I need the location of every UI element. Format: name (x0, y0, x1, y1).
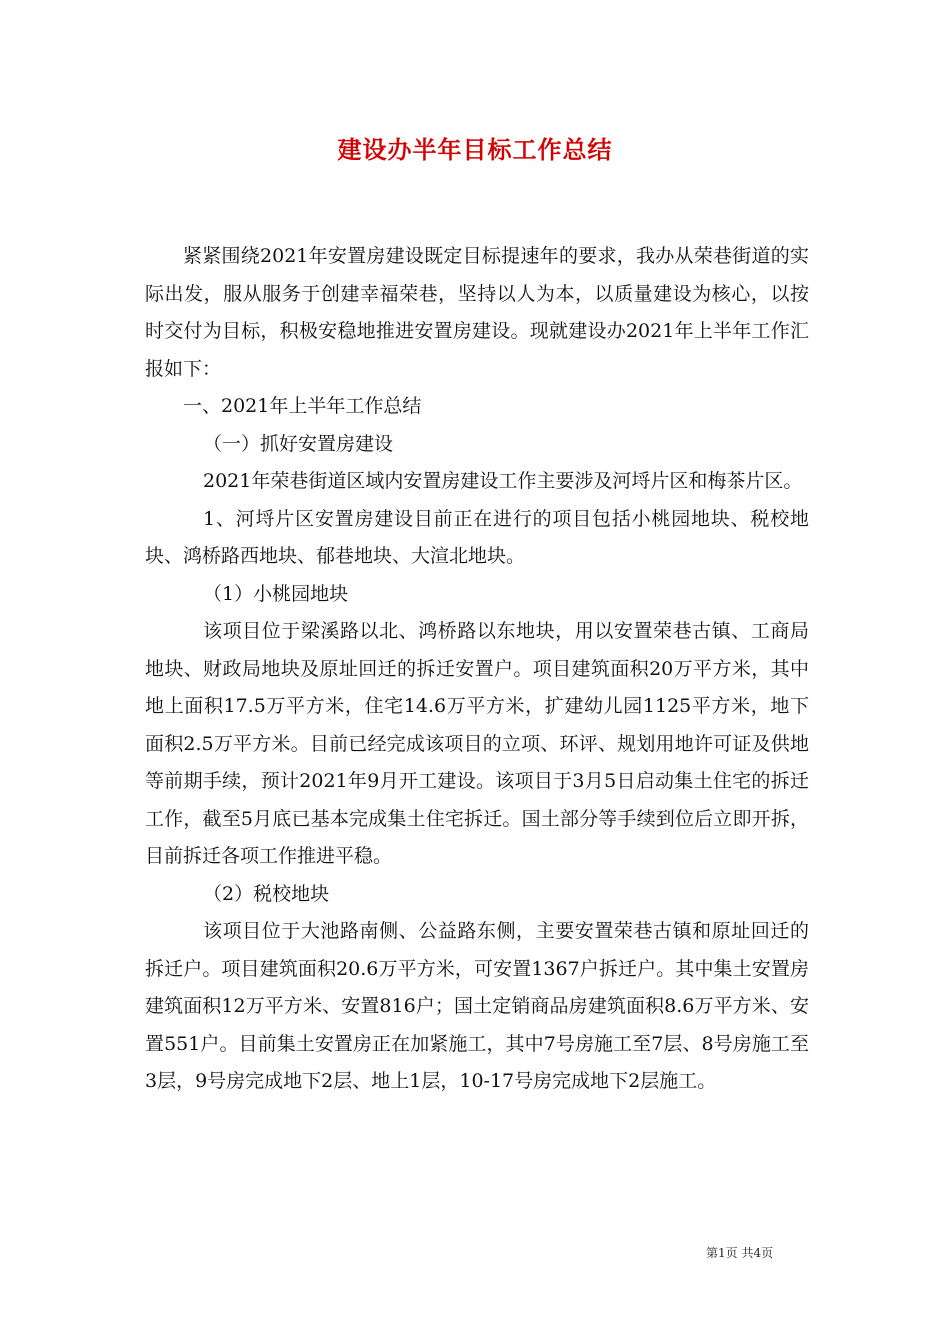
paragraph-intro: 紧紧围绕2021年安置房建设既定目标提速年的要求，我办从荣巷街道的实际出发，服从服务于创建幸福荣巷，坚持以人为本，以质量建设为核心，以按时交付为目标，积极安稳地推进安置房建设。现就建设办2021年上半年工作汇报如下： (145, 245, 809, 380)
subsection-heading-1: （一）抓好安置房建设 (203, 432, 394, 455)
item-heading-shuixiao: （2）税校地块 (203, 882, 330, 905)
document-title: 建设办半年目标工作总结 (337, 135, 613, 164)
paragraph-helie-projects: 1、河埒片区安置房建设目前正在进行的项目包括小桃园地块、税校地块、鸿桥路西地块、郁巷地块、大渲北地块。 (145, 507, 809, 567)
item-heading-xiaotaoyuan: （1）小桃园地块 (203, 582, 349, 605)
section-heading-1: 一、2021年上半年工作总结 (183, 395, 422, 417)
page-number: 第1页 共4页 (706, 1246, 774, 1260)
paragraph-xiaotaoyuan: 该项目位于梁溪路以北、鸿桥路以东地块，用以安置荣巷古镇、工商局地块、财政局地块及原址回迁的拆迁安置户。项目建筑面积20万平方米，其中地上面积17.5万平方米，住宅14.6万平方米，扩建幼儿园1125平方米，地下面积2.5万平方米。目前已经完成该项目的立项、环评、规划用地许可证及供地等前期手续，预计2021年9月开工建设。该项目于3月5日启动集土住宅的拆迁工作，截至5月底已基本完成集土住宅拆迁。国土部分等手续到位后立即开拆，目前拆迁各项工作推进平稳。 (145, 620, 809, 867)
document-body (145, 238, 809, 1101)
paragraph-area-scope: 2021年荣巷街道区域内安置房建设工作主要涉及河埒片区和梅茶片区。 (203, 470, 803, 492)
paragraph-shuixiao: 该项目位于大池路南侧、公益路东侧，主要安置荣巷古镇和原址回迁的拆迁户。项目建筑面积20.6万平方米，可安置1367户拆迁户。其中集土安置房建筑面积12万平方米、安置816户；国土定销商品房建筑面积8.6万平方米、安置551户。目前集土安置房正在加紧施工，其中7号房施工至7层、8号房施工至3层，9号房完成地下2层、地上1层，10-17号房完成地下2层施工。 (145, 920, 809, 1092)
